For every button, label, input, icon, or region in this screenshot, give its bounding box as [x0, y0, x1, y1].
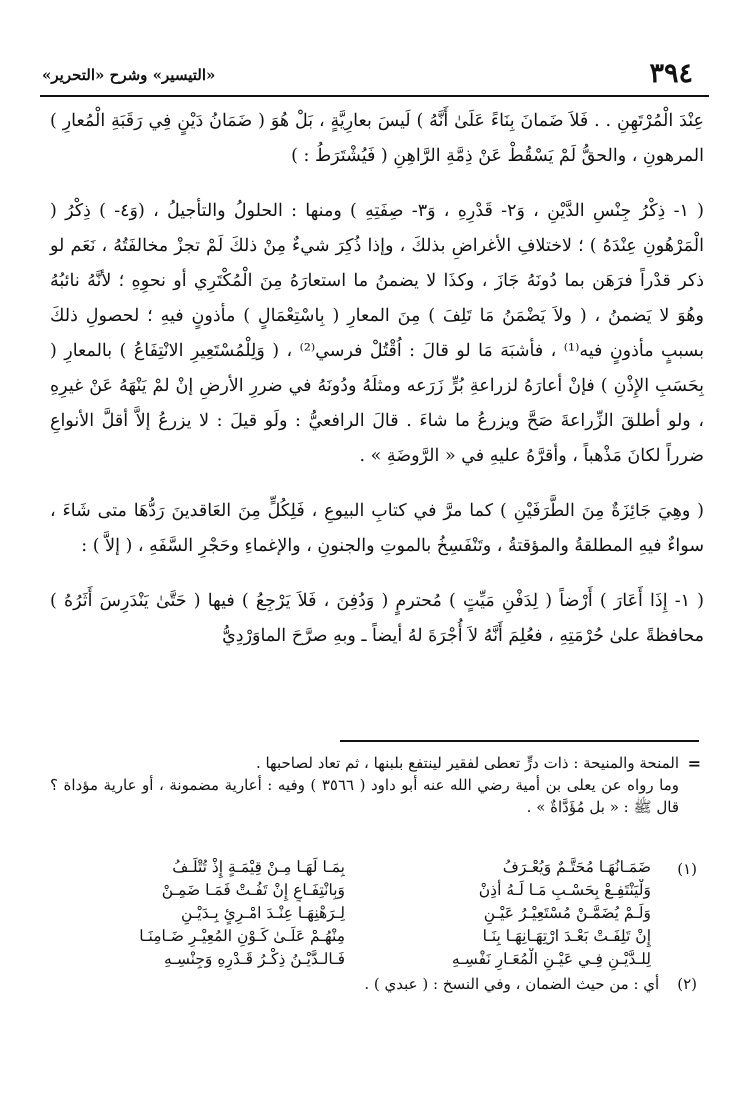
hemistich-right: ضَمَـانُهَـا مُحَتَّـمٌ وَيُعْـرَفُ [502, 858, 651, 876]
hemistich-left: وَبِانْتِفَـاعٍ إِنْ تَفُـتْ فَمَـا ضَمِـنْ [161, 881, 345, 899]
hemistich-right: إِنْ تَلِفَـتْ بَعْـدَ ارْتِهَـانِهَـا بِنَـا [482, 927, 651, 945]
running-title: «التيسير» وشرح «التحرير» [42, 66, 216, 84]
verse-line [59, 902, 651, 925]
note-line: وما رواه عن يعلى بن أمية رضي الله عنه أبو داود ( ٣٥٦٦ ) وفيه : أعارية مضمونة ، أو عارية مؤداة ؟ قال ﷺ : « بل مُؤَدَّاةٌ » . [50, 776, 679, 816]
hemistich-left: بِمَـا لَهَـا مِـنْ قِيْمَـةٍ إِذْ تُتْلَـفُ [172, 858, 345, 876]
footnote-2 [346, 975, 697, 993]
hemistich-left: مِنْهُـمْ عَلَـىٰ كَـوْنِ المُعِيْـرِ ضَـامِنَـا [139, 927, 345, 945]
footnote-number: (٢) [677, 975, 697, 993]
hemistich-left: فَـالـدَّيْـنُ ذِكْـرُ قَـدْرِهِ وَجِنْسِـهِ [164, 950, 345, 968]
footnote-divider [340, 740, 699, 742]
footnote-text: أي : من حيث الضمان ، وفي النسخ : ( عبدي ) . [364, 975, 660, 993]
verse-line [59, 948, 651, 971]
verse-line [59, 856, 651, 879]
paragraph: ( ١- إِذَا أَعَارَ ) أَرْضاً ( لِدَفْنِ مَيِّتٍ ) مُحترمٍ ( وَدُفِنَ ، فَلاَ يَرْجِعُ ) فيها ( حَتَّىٰ يَنْدَرِسَ أَثَرُهُ ) محافظةً علىٰ حُرْمَتِهِ ، فعُلِمَ أَنَّهُ لاَ أُجْرَةَ لهُ أيضاً ـ وبهِ صرَّحَ الماوَرْدِيُّ [50, 591, 704, 646]
paragraph: عِنْدَ الْمُرْتَهِنِ . . فَلاَ ضَمانَ بِنَاءً عَلَىٰ أَنَّهُ ) لَيسَ بعارِيَّةٍ ، بَلْ هُوَ ( ضَمَانُ دَيْنٍ فِي رَقَبَةِ الْمُعارِ ) المرهونِ ، والحقُّ لَمْ يَسْقُطْ عَنْ ذِمَّةِ الرَّاهِنِ ( فَيُشْتَرَطُ : ) [50, 111, 704, 166]
hemistich-right: وَلَـمْ يُضَمَّـنْ مُسْتَعِيْـرُ عَيْـنِ [483, 904, 651, 922]
continuation-mark: = [687, 754, 701, 773]
note-line: المنحة والمنيحة : ذات درٍّ تعطى لفقير لينتفع بلبنها ، ثم تعاد لصاحبها . [255, 754, 679, 772]
header-divider [40, 95, 709, 97]
paragraph: ( وهِيَ جَائِزَةٌ مِنَ الطَّرَفَيْنِ ) كما مرَّ في كتابِ البيوعِ ، فَلِكُلٍّ مِنَ العَاقدينَ رَدُّهَا متى شَاءَ ، سواءٌ فيهِ المطلقةُ والمؤقتةُ ، وتَنْفَسِخُ بالموتِ والجنونِ ، والإغماءِ وحَجْرِ السَّفَهِ ، ( إلاَّ ) : [50, 501, 704, 556]
hemistich-left: لِـرَهْنِهَـا عِنْـدَ امْـرِئٍ بِـدَيْـنِ [181, 904, 345, 922]
paragraph: ( ١- ذِكْرُ جِنْسِ الدَّيْنِ ، وَ٢- قَدْرِهِ ، وَ٣- صِفَتِهِ ) ومنها : الحلولُ والتأجيلُ ، (وَ٤- ) ذِكْرُ ( الْمَرْهُونِ عِنْدَهُ ) ؛ لاختلافِ الأغراضِ بذلكَ ، وإذا ذُكِرَ شيءٌ مِنْ ذلكَ لَمْ تجزْ مخالفَتُهُ ، نَعَم لو ذكر قدْراً فرَهَن بما دُونَهُ جَازَ ، وكذَا لا يضمنُ ما استعارَهُ مِنَ الْمُكْتَرِي أو نحوِهِ ؛ لأنَّهُ نائبُهُ وهُوَ لا يَضمنُ ، ( ولاَ يَضْمَنُ مَا تَلِفَ ) مِنَ المعارِ ( بِاسْتِعْمَالٍ ) مأذونٍ فيهِ ؛ لحصولِ ذلكَ بسببٍ مأذونٍ فيه⁽¹⁾ ، فأشبَهَ مَا لو قالَ : اُقْتُلْ فرسي⁽²⁾ ، ( وَلِلْمُسْتَعِيرِ الانْتِفَاعُ ) بالمعارِ ( بِحَسَبِ الإِذْنِ ) فإنْ أعارَهُ لزراعةِ بُرٍّ زَرَعه ومثلَهُ ودُونَهُ في ضررِ الأرضِ إنْ لمْ يَنْهَهُ عَنْ غيرِهِ ، ولو أطلقَ الزِّراعةَ صَحَّ ويزرعُ ما شاءَ . قالَ الرافعيُّ : ولَو قيلَ : لا يزرعُ إلاَّ أقلَّ الأنواعِ ضرراً لكانَ مَذْهباً ، وأقرَّهُ عليهِ في « الرَّوضَةِ » . [50, 201, 705, 466]
verse-line [59, 879, 651, 902]
footnote-number: (١) [677, 860, 697, 878]
continued-footnote [50, 752, 679, 818]
hemistich-right: وَلْيَنْتَفِـعْ بِحَسْـبِ مَـا لَـهُ أَذِنْ [478, 881, 651, 899]
page-number: ٣٩٤ [649, 58, 693, 89]
hemistich-right: لِلـدَّيْـنِ فِـي عَيْـنِ الْمُعَـارِ نَفْسِـهِ [451, 950, 651, 968]
verse-block [59, 856, 651, 971]
verse-line [59, 925, 651, 948]
main-text [50, 104, 704, 654]
